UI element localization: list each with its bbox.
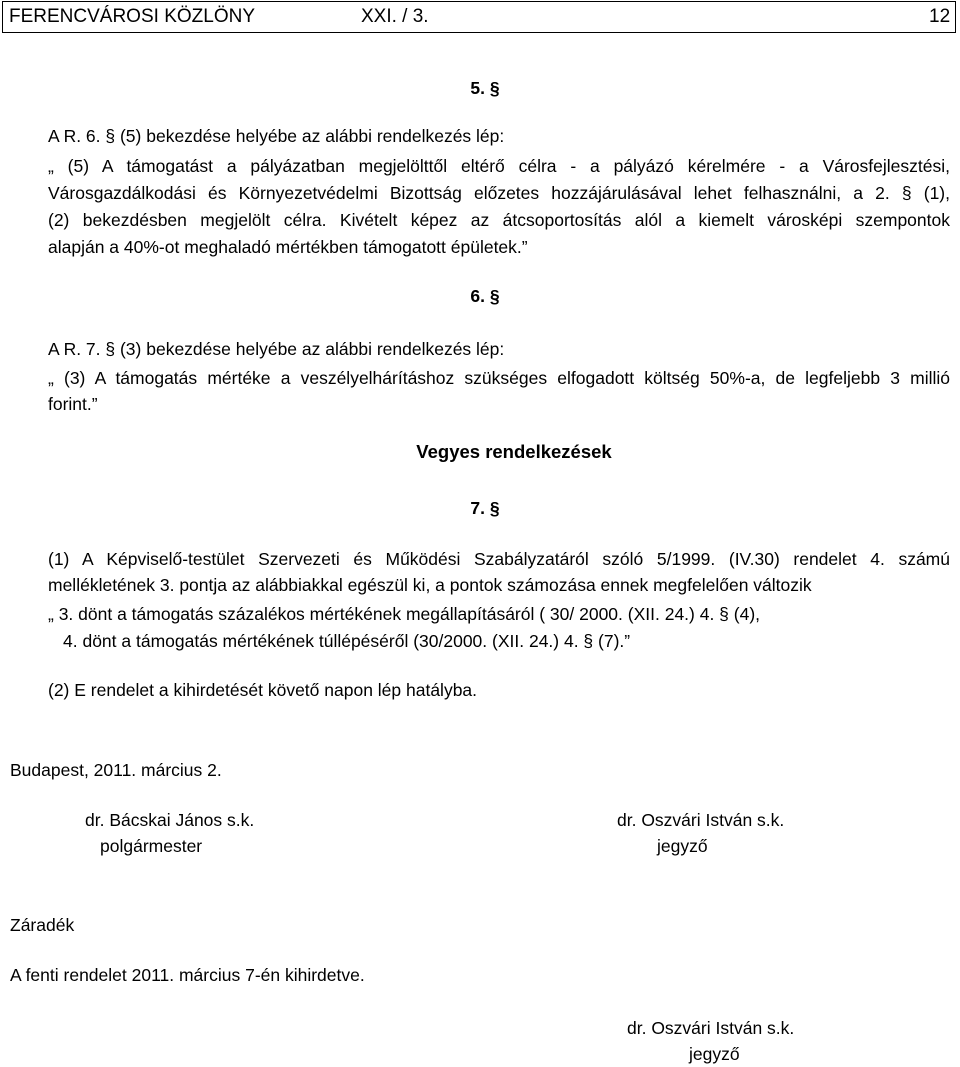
list-item: „ 3. dönt a támogatás százalékos mértékének megállapításáról ( 30/ 2000. (XII. 24.) 4. § (4), (48, 604, 761, 624)
notary-name: dr. Oszvári István s.k. (617, 810, 785, 830)
section-5-heading: 5. § (470, 78, 500, 98)
issue-number: XXI. / 3. (361, 6, 429, 27)
section-5-text-line: Városgazdálkodási és Környezetvédelmi Bizottság előzetes hozzájárulásával lehet felhasználni, a 2. § (1), (48, 183, 950, 203)
paragraph-1-line: mellékletének 3. pontja az alábbiakkal egészül ki, a pontok számozása ennek megfelelően változik (48, 575, 812, 595)
publication-name: FERENCVÁROSI KÖZLÖNY (9, 6, 255, 27)
section-6-text-line: „ (3) A támogatás mértéke a veszélyelhárításhoz szükséges elfogadott költség 50%-a, de legfeljebb 3 millió (48, 368, 950, 388)
page-number: 12 (929, 6, 951, 27)
clause-notary-title: jegyző (689, 1044, 740, 1064)
miscellaneous-title: Vegyes rendelkezések (416, 441, 612, 462)
clause-title: Záradék (10, 915, 75, 935)
clause-notary-name: dr. Oszvári István s.k. (627, 1018, 795, 1038)
section-5-text-line: „ (5) A támogatást a pályázatban megjelölttől eltérő célra - a pályázó kérelmére - a Városfejlesztési, (48, 156, 950, 176)
section-5-text-line: (2) bekezdésben megjelölt célra. Kivételt képez az átcsoportosítás alól a kiemelt városképi szempontok (48, 210, 950, 230)
paragraph-1-line: (1) A Képviselő-testület Szervezeti és Működési Szabályzatáról szóló 5/1999. (IV.30) rendelet 4. számú (48, 549, 950, 569)
notary-title: jegyző (657, 836, 708, 856)
section-5-text-line: alapján a 40%-ot meghaladó mértékben támogatott épületek.” (48, 237, 528, 257)
section-5-intro: A R. 6. § (5) bekezdése helyébe az alábbi rendelkezés lép: (48, 126, 505, 146)
mayor-name: dr. Bácskai János s.k. (85, 810, 255, 830)
list-item: 4. dönt a támogatás mértékének túllépéséről (30/2000. (XII. 24.) 4. § (7).” (63, 631, 631, 651)
clause-text: A fenti rendelet 2011. március 7-én kihirdetve. (10, 965, 365, 985)
section-7-heading: 7. § (470, 498, 500, 518)
page-header (2, 1, 956, 33)
section-6-intro: A R. 7. § (3) bekezdése helyébe az alábbi rendelkezés lép: (48, 339, 505, 359)
mayor-title: polgármester (100, 836, 203, 856)
section-6-heading: 6. § (470, 286, 500, 306)
place-date: Budapest, 2011. március 2. (10, 760, 222, 780)
paragraph-2: (2) E rendelet a kihirdetését követő napon lép hatályba. (48, 680, 478, 700)
section-6-text-line: forint.” (48, 394, 98, 414)
